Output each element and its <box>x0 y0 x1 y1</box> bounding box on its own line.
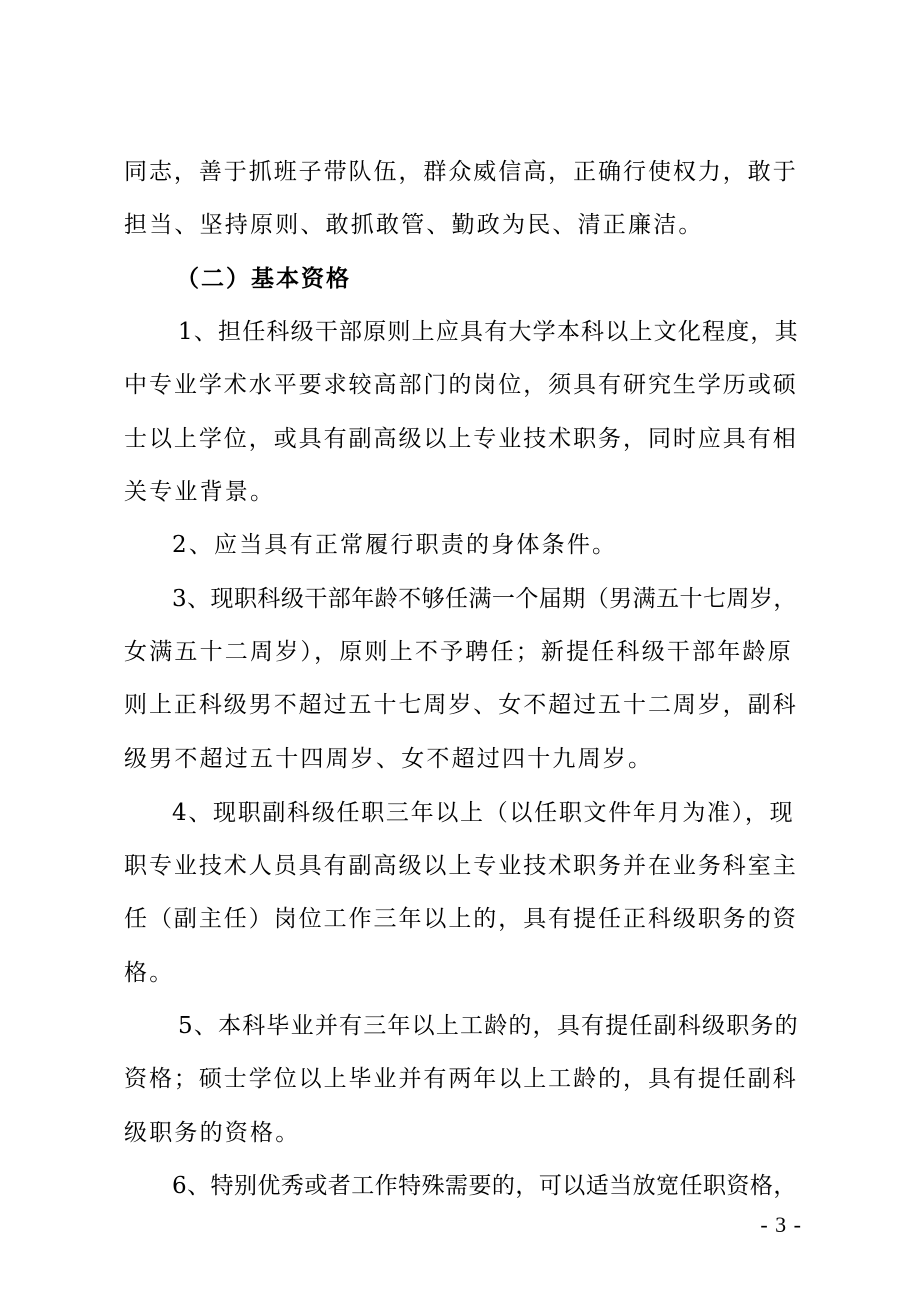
line-text: 任（副主任）岗位工作三年以上的，具有提任正科级职务的资 <box>124 906 798 932</box>
line-text: 女满五十二周岁），原则上不予聘任；新提任科级干部年龄原 <box>124 639 793 665</box>
line-text: 1、担任科级干部原则上应具有大学本科以上文化程度，其 <box>178 319 799 345</box>
line-text: 资格；硕士学位以上毕业并有两年以上工龄的，具有提任副科 <box>124 1066 798 1092</box>
heading-text: （二）基本资格 <box>176 265 351 292</box>
line-text: 则上正科级男不超过五十七周岁、女不超过五十二周岁，副科 <box>124 692 798 718</box>
line-text: 格。 <box>124 960 175 986</box>
line-text: 2、应当具有正常履行职责的身体条件。 <box>172 532 618 558</box>
line-text: 关专业背景。 <box>124 479 276 505</box>
line-text: 担当、坚持原则、敢抓敢管、勤政为民、清正廉洁。 <box>124 212 704 238</box>
line-text: 级男不超过五十四周岁、女不超过四十九周岁。 <box>124 746 654 772</box>
line-text: 中专业学术水平要求较高部门的岗位，须具有研究生学历或硕 <box>124 372 798 398</box>
line-text: 职专业技术人员具有副高级以上专业技术职务并在业务科室主 <box>124 853 798 879</box>
line-text: 士以上学位，或具有副高级以上专业技术职务，同时应具有相 <box>124 426 798 452</box>
line-text: 4、现职副科级任职三年以上（以任职文件年月为准），现 <box>172 800 795 826</box>
line-text: 5、本科毕业并有三年以上工龄的，具有提任副科级职务的 <box>178 1013 799 1039</box>
line-text: 3、现职科级干部年龄不够任满一个届期（男满五十七周岁， <box>172 586 797 612</box>
line-text: 级职务的资格。 <box>124 1120 301 1146</box>
line-text: 同志，善于抓班子带队伍，群众威信高，正确行使权力，敢于 <box>124 159 798 185</box>
line-text: 6、特别优秀或者工作特殊需要的，可以适当放宽任职资格， <box>172 1173 797 1199</box>
page-number: - 3 - <box>760 1212 802 1237</box>
